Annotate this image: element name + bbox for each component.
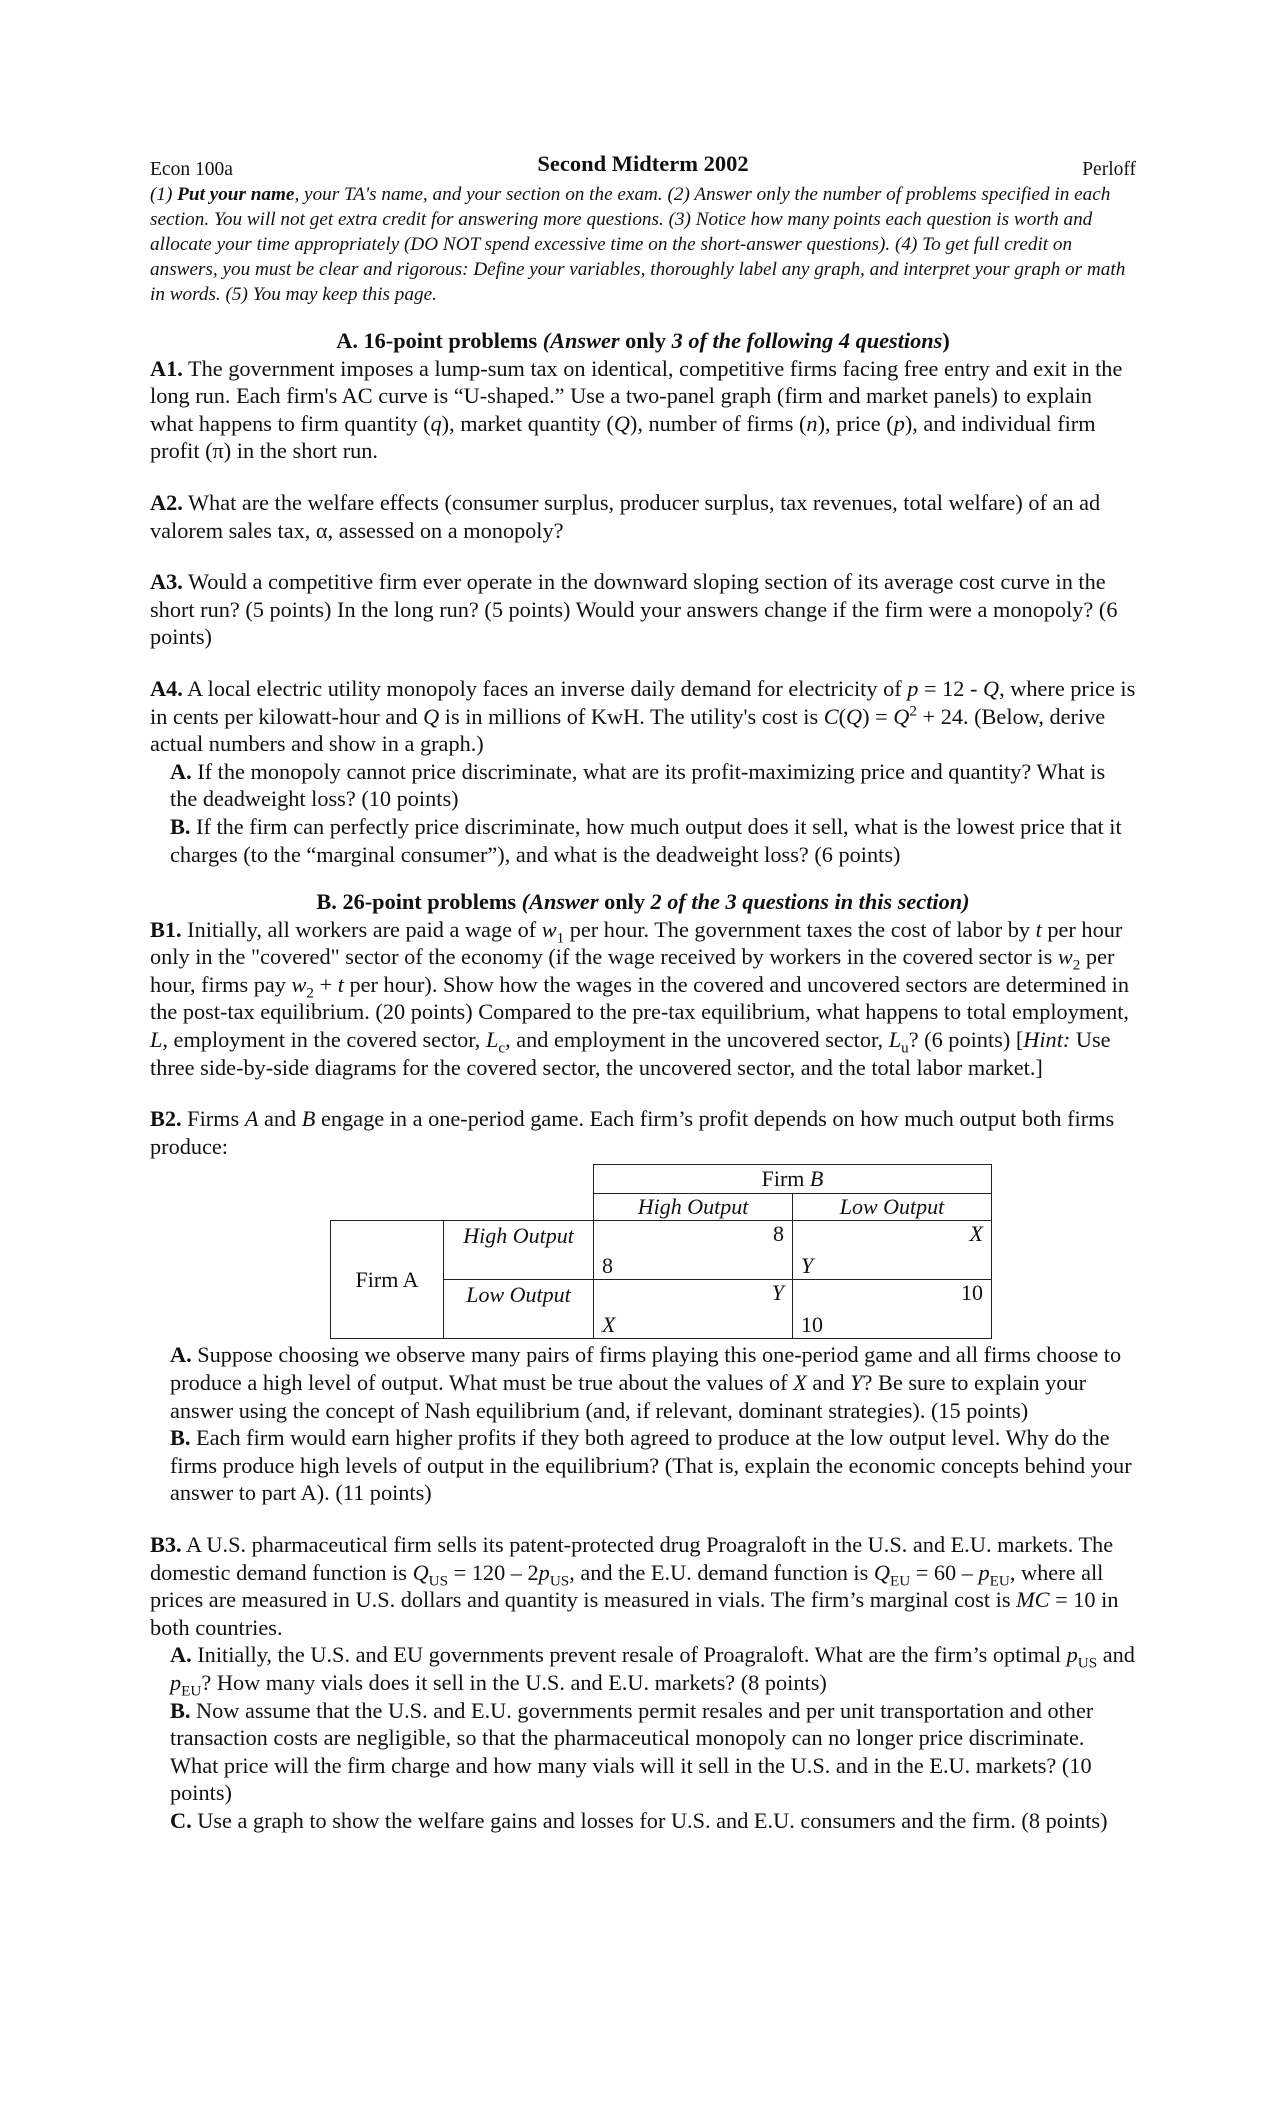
question-b3-part-c xyxy=(170,1807,1136,1835)
question-text: = 10 in both countries. xyxy=(150,1587,1119,1640)
question-number: B2. xyxy=(150,1106,182,1132)
question-text: = 120 – 2 xyxy=(448,1559,539,1585)
subscript: US xyxy=(549,1572,570,1590)
question-text: = 12 - xyxy=(918,675,983,701)
question-text: Initially, the U.S. and EU governments prevent resale of Proagraloft. What are the firm’s optimal xyxy=(191,1642,1067,1668)
question-text: If the firm can perfectly price discriminate, how much output does it sell, what is the lowest price that it charges (to the “marginal consumer”), and what is the deadweight loss? (6 points) xyxy=(170,813,1122,867)
payoff-firm-a: 10 xyxy=(801,1312,823,1338)
subscript: 2 xyxy=(1072,956,1081,974)
question-text: Each firm would earn higher profits if they both agreed to produce at the low output level. Why do the firms produce high levels of output in the equilibrium? (That is, explain the economic concepts behind your answer to part A). (11 points) xyxy=(170,1425,1132,1506)
firm-b-header xyxy=(594,1165,992,1194)
heading-italic: 2 of the 3 questions in this section) xyxy=(650,889,970,915)
question-b2 xyxy=(150,1105,1136,1160)
question-text: , and employment in the uncovered sector, xyxy=(505,1027,889,1053)
question-a3 xyxy=(150,568,1136,651)
exam-title: Second Midterm 2002 xyxy=(537,151,749,176)
payoff-firm-a: Y xyxy=(801,1253,814,1279)
question-b2-part-b xyxy=(170,1424,1136,1507)
subscript: EU xyxy=(989,1572,1010,1590)
question-a1 xyxy=(150,355,1136,465)
question-number: B1. xyxy=(150,916,182,942)
subscript: EU xyxy=(889,1572,911,1590)
math-var: p xyxy=(1066,1642,1078,1668)
math-var: C xyxy=(823,703,839,729)
part-label: B. xyxy=(170,1697,191,1723)
question-text: , employment in the covered sector, xyxy=(162,1027,486,1053)
question-text: per hour, firms pay xyxy=(150,944,1115,997)
math-var: Y xyxy=(850,1370,863,1396)
question-text: ), number of firms ( xyxy=(629,410,807,436)
question-text: Now assume that the U.S. and E.U. governments permit resales and per unit transportation and other transaction costs are negligible, so that the pharmaceutical monopoly can no longer price discriminate. What price will the firm charge and how many vials will it sell in the U.S. and in the E.U. markets? (10 points) xyxy=(170,1697,1094,1806)
exam-header xyxy=(150,150,1136,182)
question-a4-part-a xyxy=(170,758,1136,813)
part-label: A. xyxy=(170,1342,192,1368)
payoff-firm-a: X xyxy=(602,1312,616,1338)
subscript: US xyxy=(1077,1654,1098,1672)
cell-low-high xyxy=(594,1280,793,1339)
part-label: A. xyxy=(170,758,192,784)
subscript: 1 xyxy=(556,929,565,947)
math-var: q xyxy=(430,410,442,436)
part-label: B. xyxy=(170,1425,191,1451)
subscript: c xyxy=(498,1039,506,1057)
question-text: ) = xyxy=(862,703,894,729)
question-a4 xyxy=(150,675,1136,758)
row-low-output: Low Output xyxy=(444,1280,594,1339)
subscript: EU xyxy=(181,1682,202,1700)
math-var: L xyxy=(485,1027,499,1053)
question-text: is in millions of KwH. The utility's cost is xyxy=(439,703,824,729)
math-var: Q xyxy=(423,703,440,729)
col-low-output: Low Output xyxy=(793,1194,992,1221)
math-var: n xyxy=(806,410,818,436)
exam-instructions xyxy=(150,182,1136,307)
math-var: L xyxy=(150,1027,163,1053)
cell-low-low xyxy=(793,1280,992,1339)
math-var: Q xyxy=(846,703,863,729)
question-text: engage in a one-period game. Each firm’s profit depends on how much output both firms produce: xyxy=(150,1106,1115,1159)
math-var: MC xyxy=(1016,1587,1050,1613)
question-text: ), market quantity ( xyxy=(441,410,614,436)
math-var: w xyxy=(1057,944,1073,970)
subscript: 2 xyxy=(306,984,314,1002)
math-var: t xyxy=(337,971,344,997)
question-text: A U.S. pharmaceutical firm sells its patent-protected drug Proagraloft in the U.S. and E.U. markets. The domestic demand function is xyxy=(150,1532,1114,1585)
math-var: X xyxy=(793,1370,807,1396)
cell-high-high xyxy=(594,1221,793,1280)
question-text: A local electric utility monopoly faces an inverse daily demand for electricity of xyxy=(182,675,908,701)
instructor-name: Perloff xyxy=(1082,159,1136,180)
question-b3-part-a xyxy=(170,1641,1136,1700)
question-text: = 60 – xyxy=(910,1559,979,1585)
question-text: Use three side-by-side diagrams for the covered sector, the uncovered sector, and the total labor market.] xyxy=(150,1027,1111,1080)
payoff-firm-b: 8 xyxy=(773,1221,784,1247)
question-text: Initially, all workers are paid a wage of xyxy=(181,916,542,942)
question-b3-part-b xyxy=(170,1697,1136,1807)
question-text: Firms xyxy=(181,1106,245,1132)
col-high-output: High Output xyxy=(594,1194,793,1221)
question-text: The government imposes a lump-sum tax on identical, competitive firms facing free entry and exit in the long run. Each firm's AC curve is “U-shaped.” Use a two-panel graph (firm and market panels) to explain what happens to firm quantity ( xyxy=(150,355,1123,436)
question-text: + xyxy=(314,971,338,997)
heading-text: only xyxy=(619,328,672,353)
question-text: , and the E.U. demand function is xyxy=(569,1559,874,1585)
question-a4-part-b xyxy=(170,813,1136,868)
math-var: B xyxy=(301,1106,316,1132)
math-var: w xyxy=(541,916,557,942)
math-var: L xyxy=(888,1027,902,1053)
question-text: Suppose choosing we observe many pairs of firms playing this one-period game and all firms choose to produce a high level of output. What must be true about the values of xyxy=(170,1342,1122,1396)
question-text: , where price is in cents per kilowatt-hour and xyxy=(150,675,1136,729)
superscript: 2 xyxy=(909,702,917,720)
instr-text: (1) xyxy=(150,184,178,205)
exam-page xyxy=(150,150,1136,1835)
math-var: Q xyxy=(412,1559,429,1585)
heading-italic: (Answer xyxy=(521,889,599,915)
question-text: per hour). Show how the wages in the covered and uncovered sectors are determined in the post-tax equilibrium. (20 points) Compared to the pre-tax equilibrium, what happens to total employment, xyxy=(150,971,1130,1025)
matrix-corner xyxy=(331,1194,594,1221)
heading-text: only xyxy=(598,889,651,915)
question-text: What are the welfare effects (consumer surplus, producer surplus, tax revenues, total welfare) of an ad valorem sales tax, α, assessed on a monopoly? xyxy=(150,489,1101,543)
question-text: and xyxy=(806,1370,851,1396)
part-label: B. xyxy=(170,813,191,839)
heading-text: A. 16-point problems xyxy=(336,328,543,353)
math-var: w xyxy=(291,971,307,997)
math-var: p xyxy=(893,410,905,436)
question-number: A2. xyxy=(150,489,183,515)
question-text: If the monopoly cannot price discriminate, what are its profit-maximizing price and quantity? What is the deadweight loss? (10 points) xyxy=(170,758,1106,812)
math-var: Q xyxy=(893,703,910,729)
cell-high-low xyxy=(793,1221,992,1280)
question-text: ), price ( xyxy=(817,410,894,436)
question-b2-part-a xyxy=(170,1341,1136,1424)
payoff-firm-b: Y xyxy=(771,1280,784,1306)
payoff-firm-b: 10 xyxy=(961,1280,983,1306)
question-b3 xyxy=(150,1531,1136,1641)
math-var: p xyxy=(170,1669,182,1695)
question-text: + 24. (Below, derive actual numbers and show in a graph.) xyxy=(150,703,1106,757)
question-b1 xyxy=(150,916,1136,1082)
course-code: Econ 100a xyxy=(150,159,233,180)
question-number: A1. xyxy=(150,355,183,381)
question-text: ( xyxy=(838,703,847,729)
math-var: p xyxy=(907,675,919,701)
part-label: A. xyxy=(170,1642,192,1668)
question-text: Would a competitive firm ever operate in the downward sloping section of its average cost curve in the short run? (5 points) In the long run? (5 points) Would your answers change if the firm were a monopoly? (6 points) xyxy=(150,569,1118,650)
math-var: Q xyxy=(613,410,630,436)
question-number: A3. xyxy=(150,569,183,595)
instr-emphasis: Put your name xyxy=(177,184,295,205)
question-text: and xyxy=(258,1106,302,1132)
heading-text: B. 26-point problems xyxy=(316,889,522,915)
firm-label: Firm xyxy=(761,1166,810,1192)
payoff-firm-b: X xyxy=(969,1221,983,1247)
question-text: and xyxy=(1097,1642,1135,1668)
question-number: B3. xyxy=(150,1532,182,1557)
heading-text: ) xyxy=(942,328,950,353)
question-text: ), and individual firm profit (π) in the short run. xyxy=(150,410,1096,464)
math-var: Q xyxy=(873,1559,890,1585)
instr-text: , your TA's name, and your section on the exam. (2) Answer only the number of problems specified in each section. You will not get extra credit for answering more questions. (3) Notice how many points each question is worth and allocate your time appropriately (DO NOT spend excessive time on the short-answer questions). (4) To get full credit on answers, you must be clear and rigorous: Define your variables, thoroughly label any graph, and interpret your graph or math in words. (5) You may keep this page. xyxy=(150,184,1126,305)
matrix-corner xyxy=(331,1165,594,1194)
math-var: A xyxy=(244,1106,259,1132)
payoff-firm-a: 8 xyxy=(602,1253,613,1279)
part-label: C. xyxy=(170,1807,192,1833)
math-var: p xyxy=(538,1559,550,1585)
payoff-matrix xyxy=(330,1164,992,1339)
section-a-heading xyxy=(150,327,1136,355)
subscript: u xyxy=(901,1039,909,1057)
heading-italic: 3 of the following 4 questions xyxy=(671,328,943,353)
question-text: , where all prices are measured in U.S. dollars and quantity is measured in vials. The firm’s marginal cost is xyxy=(150,1559,1104,1613)
question-number: A4. xyxy=(150,675,183,701)
section-b-heading xyxy=(150,888,1136,916)
math-var: t xyxy=(1035,916,1042,942)
hint-label: Hint: xyxy=(1023,1027,1071,1053)
heading-italic: (Answer xyxy=(542,328,620,353)
question-text: ? (6 points) [ xyxy=(908,1027,1024,1053)
question-text: ? Be sure to explain your answer using the concept of Nash equilibrium (and, if relevant, dominant strategies). (15 points) xyxy=(170,1370,1087,1423)
question-text: per hour only in the "covered" sector of the economy (if the wage received by workers in the covered sector is xyxy=(150,916,1123,970)
math-var: Q xyxy=(982,675,1000,701)
question-text: Use a graph to show the welfare gains and losses for U.S. and E.U. consumers and the firm. (8 points) xyxy=(191,1807,1108,1833)
firm-a-header: Firm A xyxy=(331,1221,444,1339)
question-text: per hour. The government taxes the cost of labor by xyxy=(564,916,1036,942)
question-text: ? How many vials does it sell in the U.S. and E.U. markets? (8 points) xyxy=(201,1669,827,1695)
question-a2 xyxy=(150,489,1136,544)
row-high-output: High Output xyxy=(444,1221,594,1280)
firm-var: B xyxy=(809,1166,824,1192)
subscript: US xyxy=(428,1572,449,1590)
math-var: p xyxy=(978,1559,990,1585)
